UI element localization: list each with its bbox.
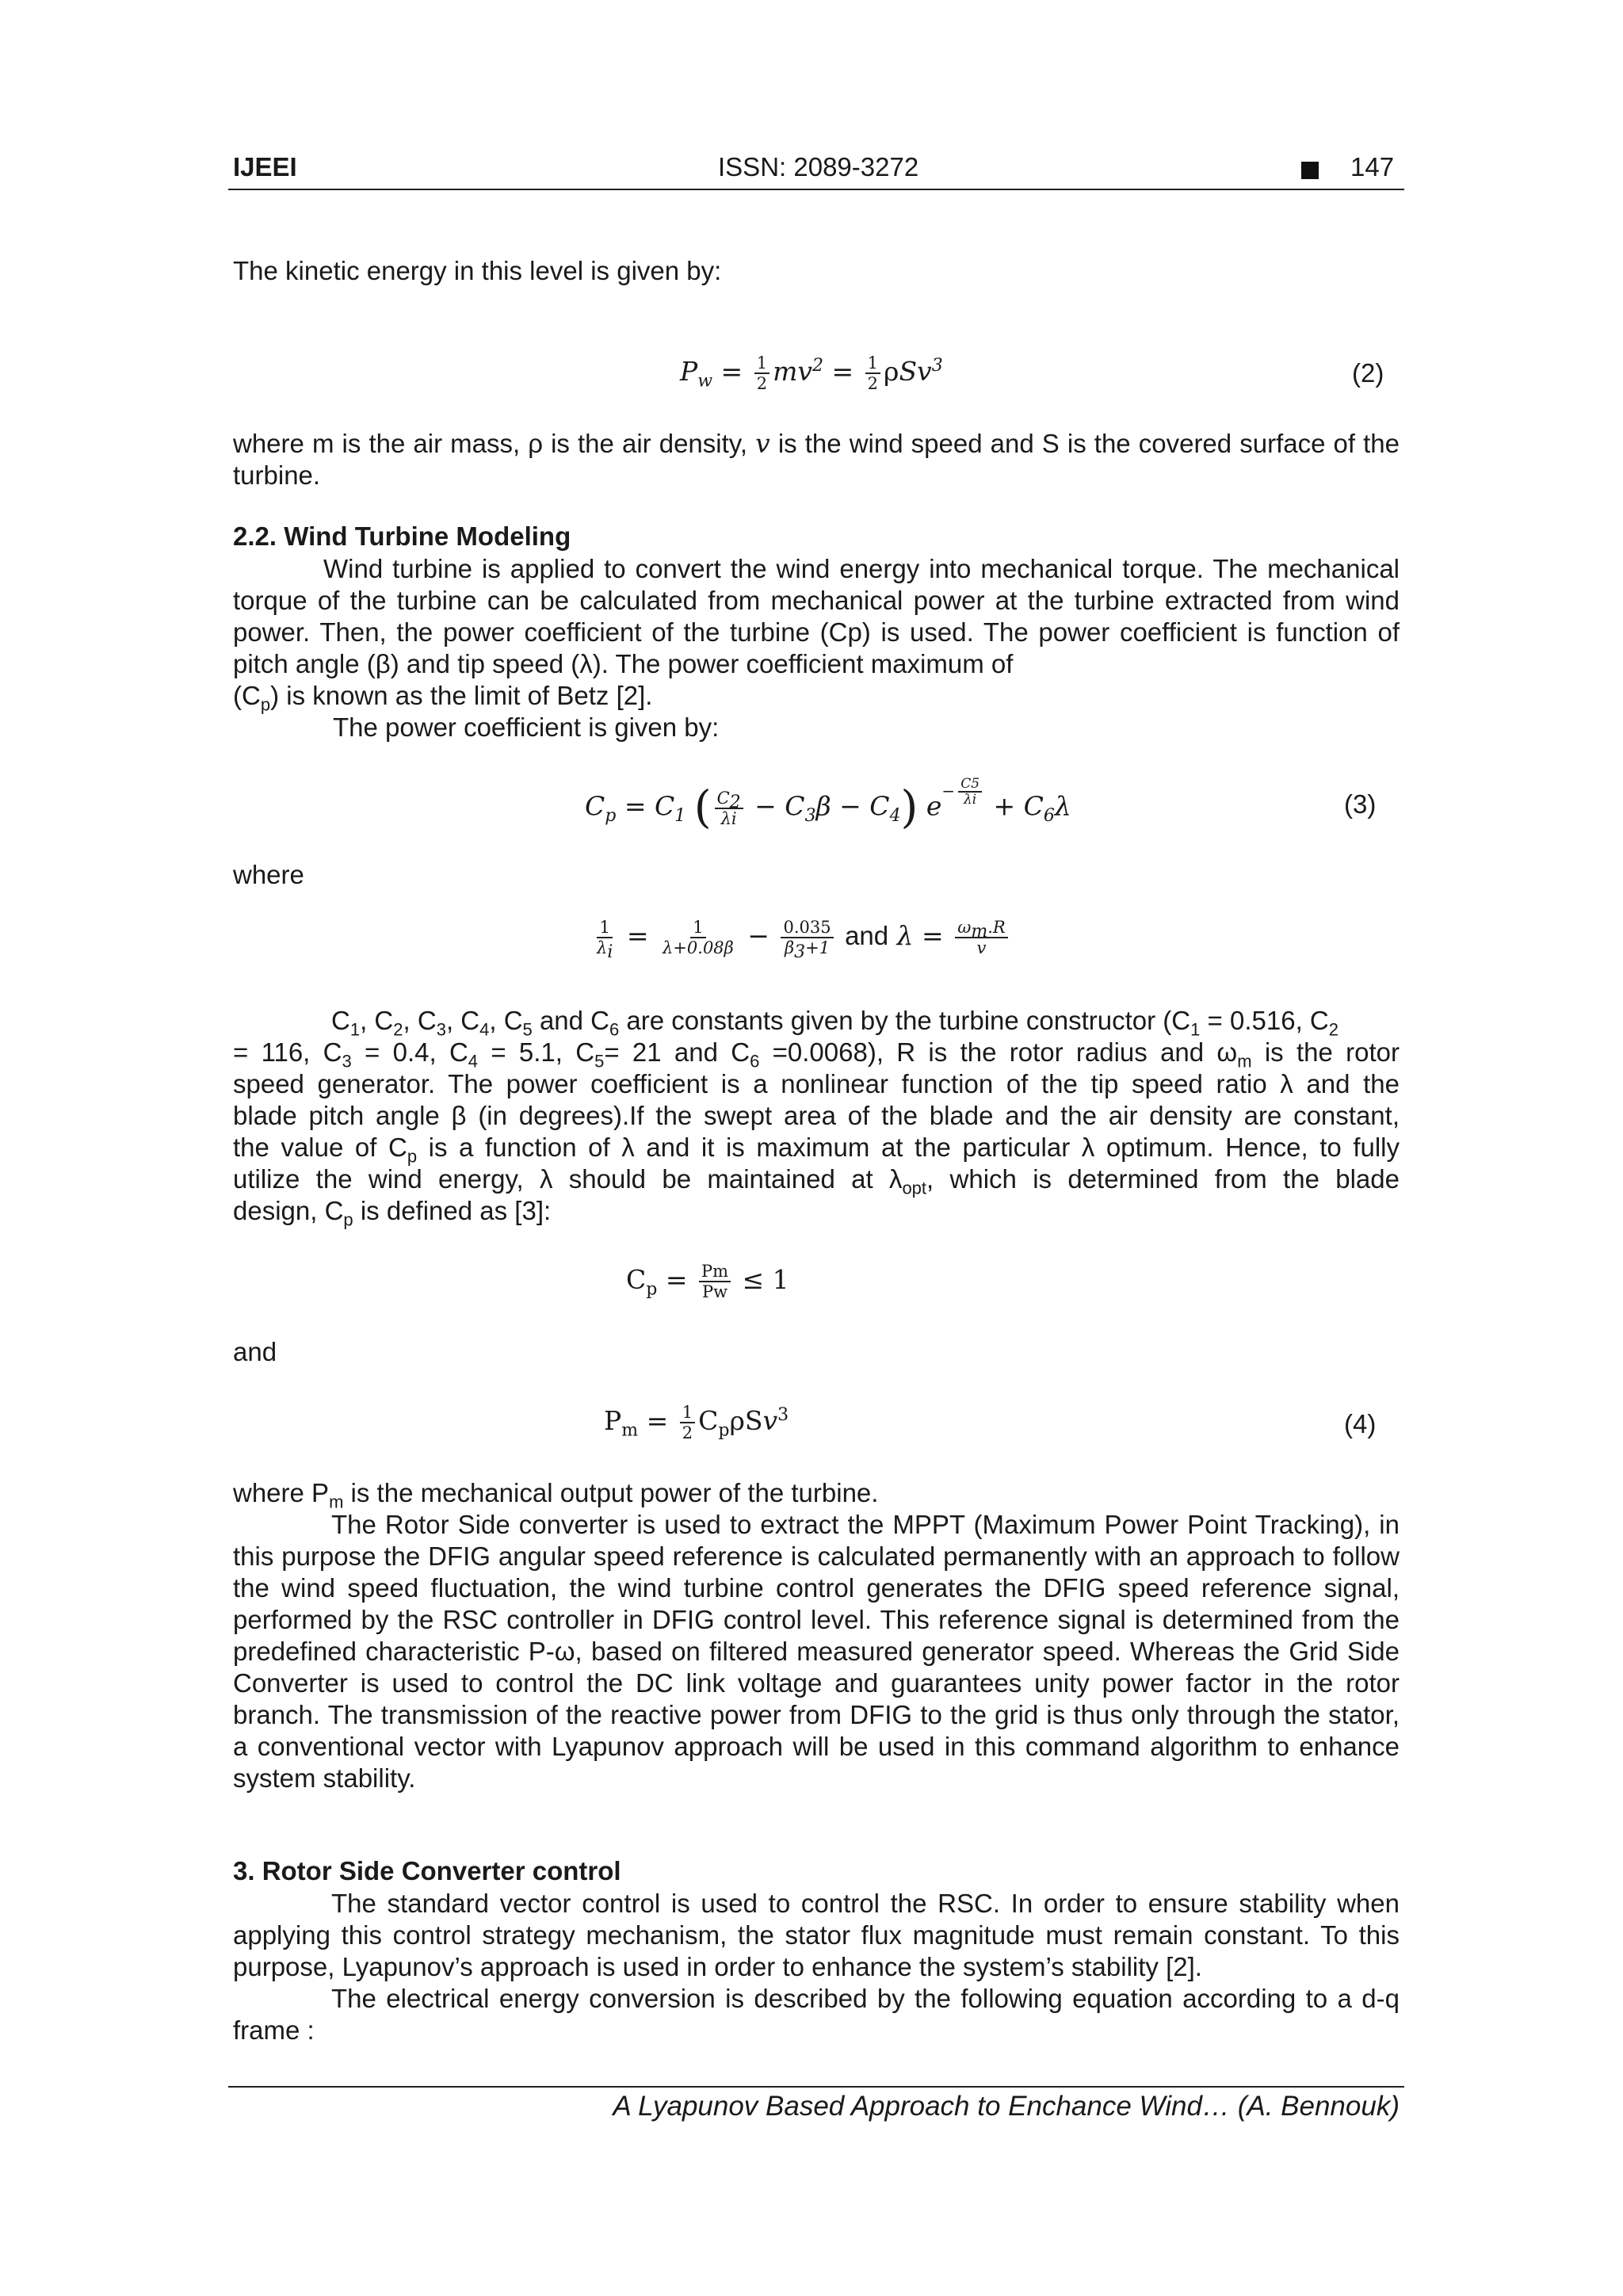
section-heading-3: 3. Rotor Side Converter control [233,1856,621,1885]
where-label: where [233,860,304,889]
power-coefficient-intro: The power coefficient is given by: [333,712,720,742]
betz-limit-line: $(C_p)$ is known as the limit of Betz [2]. [233,681,653,715]
constants-line-5: the value of $C_p$ is a function of λ and it is maximum at the particular λ optimum. Hence, to fully [233,1133,1400,1167]
footer-rule [228,2086,1404,2088]
constants-line-2: = 116, $C_3 = 0.4$, $C_4 = 5.1$, $C_5= 21$ and $C_6 =0.0068$), R is the rotor radius and $\omega_m$ is the rotor [233,1037,1400,1072]
constants-line-7: design, $C_p$ is defined as [3]: [233,1196,552,1230]
constants-line-6: utilize the wind energy, λ should be maintained at $\lambda_{opt}$, which is determined from the blade [233,1164,1400,1198]
issn: ISSN: 2089-3272 [718,152,919,181]
journal-name: IJEEI [233,152,297,181]
constants-line-3: speed generator. The power coefficient is a nonlinear function of the tip speed ratio λ and the [233,1069,1400,1098]
square-bullet-icon [1301,162,1319,179]
equation-4-number: (4) [1344,1409,1377,1438]
rotor-side-paragraph: The Rotor Side converter is used to extract the MPPT (Maximum Power Point Tracking), in this purpose the DFIG angular speed reference is calculated permanently with an approach to follow the wind speed fluctuation, the wind turbine control generates the DFIG speed reference signal, performed by the RSC controller in DFIG control level. This reference signal is determined from the predefined characteristic P-ω, based on filtered measured generator speed. Whereas the Grid Side Converter is used to control the DC link voltage and guarantees unity power factor in the rotor branch. The transmission of the reactive power from DFIG to the grid is thus only through the stator, a conventional vector with Lyapunov approach will be used in this command algorithm to enhance system stability. [233,1510,1400,1793]
equation-3: $C_p = C_1$ ( $\frac{C_2}{\lambda i}$ − $C_3\beta - C_4$) $e^{- \frac{C5}{\lambda i}}$ + $C_6\lambda$ [585,776,1071,834]
pm-description: where $P_m$ is the mechanical output power of the turbine. [233,1478,879,1512]
constants-line-1: $C_1$, $C_2$, $C_3$, $C_4$, $C_5$ and $C_6$ are constants given by the turbine constructor ($C_1 = 0.516$, $C_2$ [331,1006,1338,1040]
section-3-paragraph-2: The electrical energy conversion is described by the following equation according to a d-q frame : [233,1984,1400,2045]
section-heading-2-2: 2.2. Wind Turbine Modeling [233,521,571,551]
lambda-i-equation: $\frac{1}{\lambda_i}$ = $\frac{1}{\lambda+0.08\beta}$ − $\frac{0.035}{\beta_3+1}$ and λ = $\frac{\omega_m.R}{v}$ [591,918,1011,957]
equation-2-number: (2) [1352,358,1384,388]
header-rule [228,189,1404,190]
cp-ratio-equation: $C_p$ = $\frac{Pm}{Pw}$ ≤ 1 [626,1262,789,1301]
wind-turbine-paragraph: Wind turbine is applied to convert the wind energy into mechanical torque. The mechanical torque of the turbine can be calculated from mechanical power at the turbine extracted from wind power. Then, the power coefficient of the turbine (Cp) is used. The power coefficient is function of pitch angle (β) and tip speed (λ). The power coefficient maximum of [233,554,1400,678]
section-3-paragraph-1: The standard vector control is used to control the RSC. In order to ensure stability when applying this control strategy mechanism, the stator flux magnitude must remain constant. To this purpose, Lyapunov’s approach is used in order to enhance the system’s stability [2]. [233,1889,1400,1981]
equation-2: $P_w$ = $\frac{1}{2}$ $mv^2$ = $\frac{1}{2}$ ρSv$^3$ [680,353,943,393]
air-mass-description: where m is the air mass, ρ is the air density, v is the wind speed and S is the covered surface of the turbine. [233,428,1400,490]
page-number: 147 [1350,152,1395,181]
and-label: and [233,1337,277,1366]
and-word: and [845,921,889,950]
constants-line-4: blade pitch angle β (in degrees).If the swept area of the blade and the air density are constant, [233,1101,1400,1130]
kinetic-intro: The kinetic energy in this level is given by: [233,256,722,285]
equation-4: $P_m$ = $\frac{1}{2}$ $C_p\rho Sv^3$ [604,1403,789,1442]
equation-3-number: (3) [1344,789,1377,819]
running-title: A Lyapunov Based Approach to Enchance Wind… (A. Bennouk) [613,2091,1400,2122]
